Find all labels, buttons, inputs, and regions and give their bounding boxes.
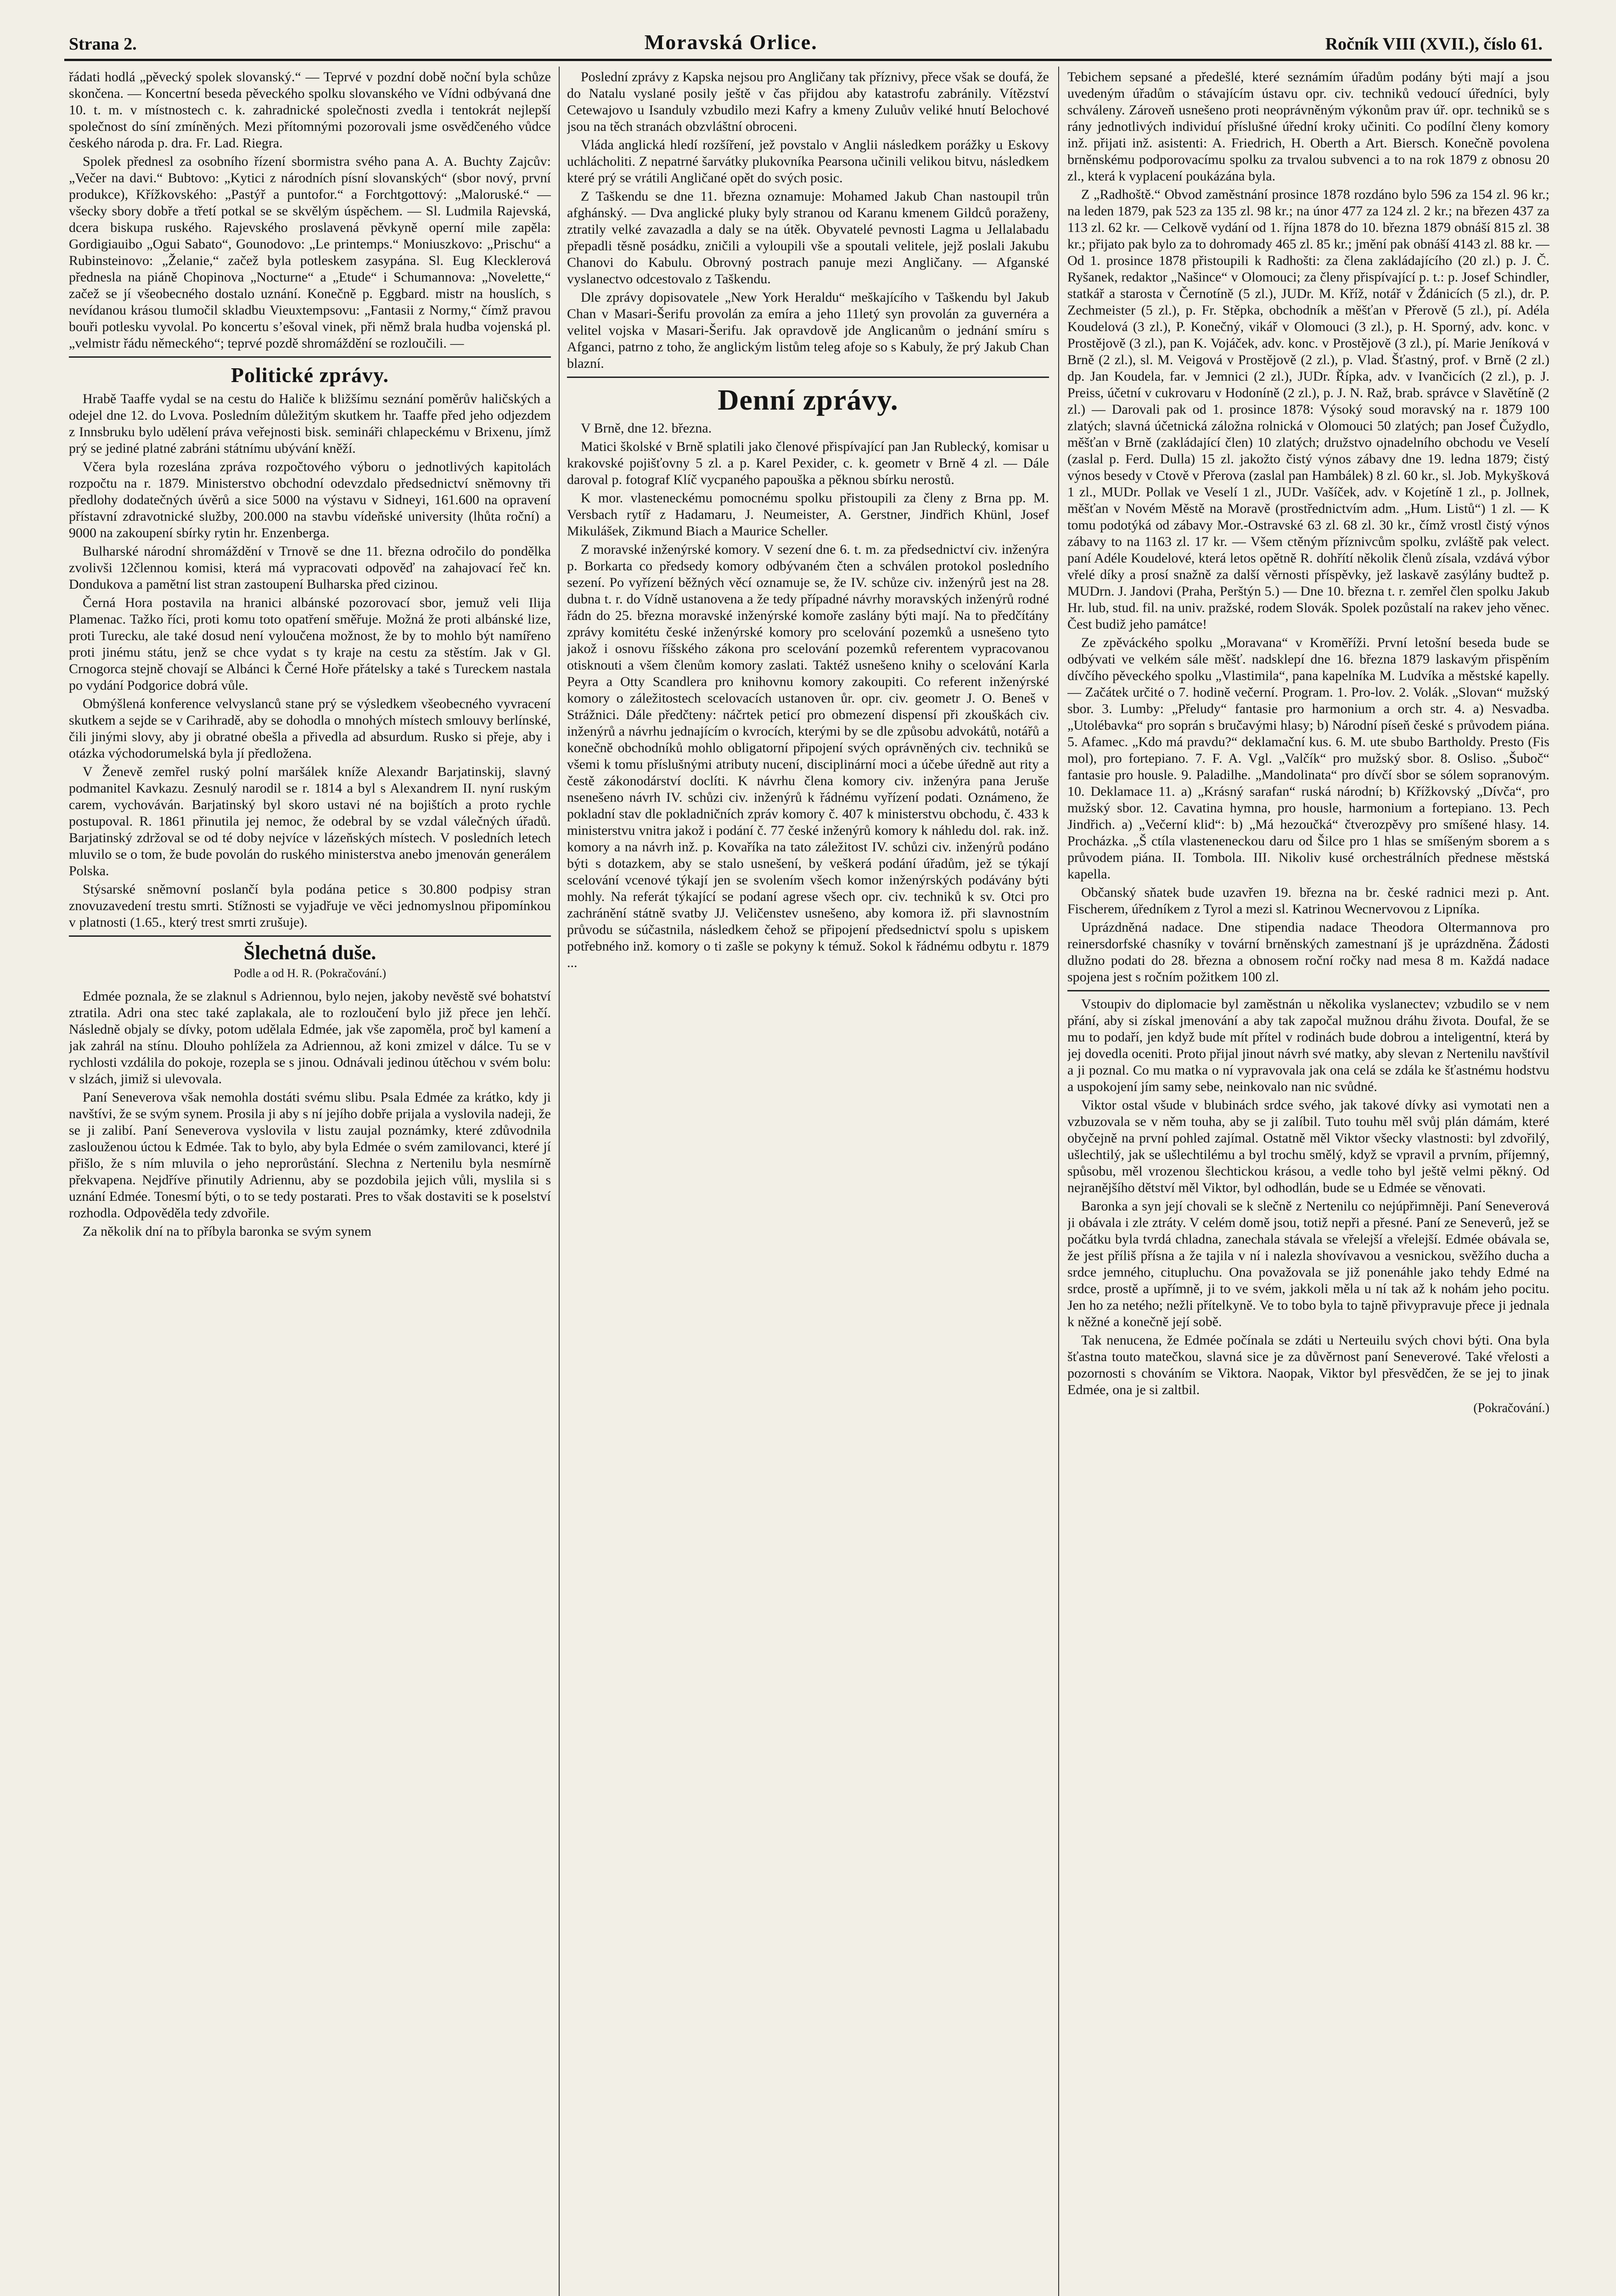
header-rule (64, 59, 1552, 61)
article-paragraph: Uprázdněná nadace. Dne stipendia nadace Theodora Oltermannova pro reinersdorfské chasníky v tovární brněnských zamestnaní jš je uprázdněna. Žádosti dlužno podati do 28. března a obnosem roční ročky nad mesa 8 m. Každá nadace spojena jest s ročním požitkem 100 zl. (1067, 920, 1549, 985)
news-paragraph: Matici školské v Brně splatili jako členové přispívající pan Jan Rublecký, komisar u krakovské pojišťovny 5 zl. a p. Karel Pexider, c. k. geometr v Brně 4 zl. — Dále daroval p. fotograf Klíč vycpaného papouška a pěknou sbírku nerostů. (567, 439, 1049, 487)
article-paragraph: Občanský sňatek bude uzavřen 19. března na br. české radnici mezi p. Ant. Fischerem, úředníkem z Tyrol a mezi sl. Katrinou Wecnervovou z Lipníka. (1067, 885, 1549, 917)
serial-byline: Podle a od H. R. (Pokračování.) (233, 967, 387, 980)
section-divider (567, 377, 1049, 378)
serial-paragraph: Baronka a syn její chovali se k slečně z Nertenilu co nejúpřimněji. Paní Seneverová ji obávala i zle ztráty. V celém domě jsou, totiž nepři a přesné. Paní ze Seneverů, jež se počátku byla tvrdá chladna, zanechala stávala se vřelejší a vřelejší. Edmée obávala se, že jest příliš přísna a že tajila v ní i nalezla shovívavou a vesnickou, svěžího ducha a srdce jemného, citupluchu. Ona považovala se již ponenáhle jako tehdy Edmé na srdce, prostě a upřímně, ji to ve svém, jakkoli měla u ní tak až k nohám jeho pocitu. Jen ho za netého; nežli přítelkyně. Ve to tobo byla to tajně přivypravuje přece ji jednala k něžné a konečně její sobě. (1067, 1199, 1549, 1329)
column-3 (1067, 69, 1549, 2296)
section-divider (69, 356, 551, 358)
dateline: V Brně, dne 12. března. (581, 421, 712, 436)
article-paragraph: Z Taškendu se dne 11. března oznamuje: Mohamed Jakub Chan nastoupil trůn afghánský. — Dva anglické pluky byly stranou od Karanu kmenem Gildců poraženy, ztratily velké zavazadla a daly se na útěk. Obyvatelé pevnosti Lagma u Jellalabadu přepadli těsně posádku, zničili a vyloupili vše a spoutali velitele, jejž poslali Jakubu Chanovi do Kabulu. Obrovný postrach panuje mezi Angličany. — Afganské vyslanectvo odcestovalo z Taškendu. (567, 189, 1049, 287)
section-divider (1067, 990, 1549, 991)
article-paragraph: V Ženevě zemřel ruský polní maršálek kníže Alexandr Barjatinskij, slavný podmanitel Kavkazu. Zesnulý narodil se r. 1814 a byl s Alexandrem II. nyní ruským carem, vychováván. Barjatinský byl skoro ustavi né na bojištích a proto rychle postupoval. R. 1861 přinutila jej nemoc, že odebral by se vzdal válečných úřadů. Barjatinský zdržoval se od té doby nejvíce v lázeňských místech. V posledních letech mluvilo se o tom, že bude povolán do ruského ministerstva anebo jmenován generálem Polska. (69, 764, 551, 878)
continued-note: (Pokračování.) (1473, 1401, 1549, 1415)
serial-paragraph: Za několik dní na to příbyla baronka se svým synem (83, 1224, 372, 1239)
column-1 (69, 69, 551, 2296)
article-paragraph: Ze zpěváckého spolku „Moravana“ v Kroměříži. První letošní beseda bude se odbývati ve velkém sále měšť. nadsklepí dne 16. března 1879 laskavým přispěním dívčího pěveckého spolku „Vlastimila“, pana kapelníka M. Ludvíka a městské kapelly. — Začátek určité o 7. hodině večerní. Program. 1. Pro-lov. 2. Volák. „Slovan“ mužský sbor. 3. Lumby: „Přeludy“ fantasie pro harmonium a orch str. 4. a) Nesvadba. „Utolébavka“ pro soprán s bručavými hlasy; b) Národní píseň české s průvodem piána. 5. Afamec. „Kdo má pravdu?“ deklamační kus. 6. M. ute sbubo Bartholdy. Presto (Fis mol), pro fortepiano. 7. F. A. Vgl. „Valčík“ pro mužský sbor. 8. Osliso. „Šuboč“ fantasie pro housle. 9. Paladilhe. „Mandolinata“ pro dívčí sbor se sólem sopranovým. 10. Deklamace 11. a) „Krásný sarafan“ ruská národní; b) Křížkovský „Dívča“, pro mužský sbor. 12. Cavatina hymna, pro housle, harmonium a fortepiano. 13. Pech Jindřich. a) „Večerní klid“: b) „Má hezoučká“ čtverozpěvy pro smíšené hlasy. 14. Procházka. „Š ctíla vlasteneneckou daru od Šilce pro 1 hlas se smíšeným sborem a s průvodem piána. II. Tombola. III. Nikoliv kusé orchestrálních přednese městská kapella. (1067, 635, 1549, 882)
serial-paragraph: Vstoupiv do diplomacie byl zaměstnán u několika vyslanectev; vzbudilo se v nem přání, aby si získal jmenování a aby tak započal mužnou dráhu života. Doufal, že se mu to podaří, jen když bude mít přítel v rodinách bude dobrou a inteligentní, která by jej dovedla oceniti. Proto přijal jinout návrh své matky, aby slevan z Nertenilu navštívil a ji poznal. Co mu matka o ní vypravovala jak ona celá se zdála ke šťastnému hodstvu a uspokojení jím samy sebe, neinkovalo nan nic svůdné. (1067, 996, 1549, 1094)
issue-info: Ročník VIII (XVII.), číslo 61. (1325, 34, 1543, 54)
section-title-politics: Politické zprávy. (230, 363, 389, 387)
article-paragraph: Tebichem sepsané a předešlé, které seznámím úřadům podány býti mají a jsou uvedeným úřadům o stávajícím ústavu opr. civ. techniků vedoucí úředníci, byly schváleny. Zároveň usnešeno proti neoprávněným výkonům prav úř. opr. techniků se s rány jednotlivých individuí příslušné úřední kroky učiniti. Co podílní členy komory inž. přijati inž. asistenti: A. Friedrich, H. Oberth a Art. Biersch. Konečně povolena brněnskému podporovacímu spolku za trvalou subvenci a to na rok 1879 z obnosu 20 zl., která k vyplacení poukázána byla. (1067, 69, 1549, 184)
article-paragraph: Spolek přednesl za osobního řízení sbormistra svého pana A. A. Buchty Zajcův: „Večer na davi.“ Bubtovo: „Kytici z národních písní slovanských“ (sbor nový, první produkce), Křížkovského: „Pastýř a puntofor.“ a Forchtgottový: „Maloruské.“ — všecky sbory dobře a třetí potkal se se skvělým úspěchem. — Sl. Ludmila Rajevská, dcera biskupa ruského. Rajevského proslavená pěvkyně operní mile zapěla: Gordigiauibo „Ogui Sabato“, Gounodovo: „Le printemps.“ Moniuszkovo: „Prischu“ a Rubinsteinovo: „Želanie,“ začež byla potleskem zasypána. Sl. Eug Klecklerová přednesla na piáně Chopinova „Nocturne“ a „Etude“ i Schumannova: „Novelette,“ začež se jí všeobecného dostalo uznání. Konečně p. Eggbard. mistr na houslích, s nevídanou krásou tlumočil skladbu Vieuxtempsovu: „Fantasii z Normy,“ čímž pravou bouři potlesku vyvolal. Po koncertu s’ešoval vinek, při němž brala hudba vojenská pl. „velmistr řádu německého“; teprvé pozdě shromáždění se rozloučili. — (69, 154, 551, 351)
article-paragraph: Poslední zprávy z Kapska nejsou pro Angličany tak příznivy, přece však se doufá, že do Natalu vyslané posily ještě v čas přijdou aby katastrofu zabránily. Vítězství Cetewajovo u Isanduly vzbudilo mezi Kafry a kmeny Zuluův veliké hnutí Belochové jsou na těch stranách obzvláštní obroceni. (567, 69, 1049, 134)
page-number: Strana 2. (69, 34, 137, 54)
column-divider (559, 67, 560, 2296)
serial-paragraph: Viktor ostal všude v blubinách srdce svého, jak takové dívky asi vymotati nen a vzbuzovala se v něm touha, aby se ji zalíbil. Tuto touhu měl svůj plán dámám, které obyčejně na první pohled zajímal. Ostatně měl Viktor všecky vlastnosti: byl zdvořilý, ušlechtilý, jak se ušlechtilému a byl trochu smělý, když se vpravil a prvním, příjemný, spůsobu, měl vrozenou šlechtickou krásou, a vedle toho byl ještě velmi pěkný. Od nejranějšího dětství měl Viktor, byl odhodlán, bude se u Edmée se věnovati. (1067, 1097, 1549, 1195)
article-paragraph: Stýsarské sněmovní poslančí byla podána petice s 30.800 podpisy stran znovuzavedení trestu smrti. Stížnosti se vyjadřuje ve věci jednomyslnou připomínkou v platnosti (1.65., který trest smrti zrušuje). (69, 882, 551, 930)
article-paragraph: Z „Radhoště.“ Obvod zaměstnání prosince 1878 rozdáno bylo 596 za 154 zl. 96 kr.; na leden 1879, pak 523 za 135 zl. 98 kr.; na únor 477 za 124 zl. 2 kr.; na březen 437 za 113 zl. 62 kr. — Celkově vydání od 1. října 1878 do 10. března 1879 obnáší 815 zl. 38 kr.; přijato pak bylo za to dohromady 465 zl. 85 kr.; jmění pak obnáší 4143 zl. 88 kr. — Od 1. prosince 1878 přistoupili k Radhošti: za člena zakládajícího (20 zl.) p. J. Č. Ryšanek, redaktor „Našince“ v Olomouci; za členy přispívající p. t.: p. Josef Schindler, statkář a starosta v Černotíně (5 zl.), JUDr. M. Kříž, notář v Ždánicích (5 zl.), dr. P. Zechmeister (5 zl.), p. Fr. Stěpka, obchodník a měšťan v Přerově (5 zl.), pí. Adéla Koudelová (3 zl.), P. Konečný, vikář v Olomouci (3 zl.), p. H. Sporný, adv. konc. v Prostějově (3 zl.), pan K. Vojáček, adv. konc. v Prostějově (3 zl.), pí. Marie Jeníková v Brně (2 zl.), sl. M. Veigová v Prostějově (2 zl.), p. Vlad. Šťastný, prof. v Brně (2 zl.) dp. Jan Koudela, far. v Jemnici (2 zl.), JUDr. Řípka, adv. v Ivančicích (2 zl.), p. J. Preiss, účetní v cukrovaru v Hodoníně (2 zl.), p. J. N. Raž, brab. správce v Slavětíně (2 zl.) — Darovali pak od 1. prosince 1878: Výsoký soud moravský na r. 1879 100 zlatých; slavná účetnická záložna rolnická v Olomouci 50 zlatých; pan Josef Čužydlo, měšťan v Brně (zakládající člen) 10 zlatých; družstvo ojnadelního obchodu ve Veselí (zaslal p. Ferd. Dulla) 15 zl. jakožto čistý výnos zábavy dne 19. ledna 1879; čistý výnos besedy v Ctově v Přerova (zaslal pan Hambálek) 8 zl. 60 kr., sl. Job. Mykyšková 1 zl., MUDr. Pollak ve Veselí 1 zl., JUDr. Vašíček, adv. v Kojetíně 1 zl., p. Jollnek, měšťan v Novém Městě na Moravě (prostřednictvím adm. „Hum. Listů“) 1 zl. — K tomu podotýká od zábavy Mor.-Ostravské 63 zl. 68 zl. 30 kr., čímž vrostl čistý výnos zábavy to na 1163 zl. 17 kr. — Všem ctěným příznivcům spolku, zvláště pak velect. paní Adéle Koudelové, která letos opětně R. dohřítí několik členů zísala, vzdává výbor vřelé díky a prosí snažně za další věrnosti příspěvky, jež laskavě zasýlány budtež p. MUDrn. J. Jandovi (Praha, Perštýn 5.) — Dne 10. března t. r. zemřel člen spolku Jakub Hr. lub, stud. fil. na univ. pražské, rodem Slovák. Spolek pozůstalí na rakev jeho věnec. Čest budiž jeho památce! (1067, 187, 1549, 632)
article-paragraph: Hrabě Taaffe vydal se na cestu do Haliče k bližšímu seznání poměrův haličských a odejel dne 12. do Lvova. Posledním důležitým skutkem hr. Taaffe před jeho odjezdem z Innsbruku bylo udělení práva veřejnosti bisk. semináři chlapeckému v Brixenu, jímž prý se jediné platné zabráni státnímu ubývání kněží. (69, 391, 551, 456)
article-paragraph: Včera byla rozeslána zpráva rozpočtového výboru o jednotlivých kapitolách rozpočtu na r. 1879. Ministerstvo obchodní odevzdalo předsednictví sněmovny tři předlohy dodatečných úvěrů a sice 5000 na výstavu v Sidneyi, 161.600 na opravení přístavní zdravotnické služby, 200.000 na stavbu vídeňské university (lhůta roční) a 9000 na zakoupení sbírky rytin hr. Enzenberga. (69, 459, 551, 540)
column-divider (1058, 67, 1059, 2296)
news-paragraph: K mor. vlasteneckému pomocnému spolku přistoupili za členy z Brna pp. M. Versbach rytíř z Hadamaru, J. Neumeister, A. Gerstner, Jindřich Khünl, Josef Mikulášek, Zikmund Biach a Maurice Scheller. (567, 490, 1049, 539)
serial-paragraph: Edmée poznala, že se zlaknul s Adriennou, bylo nejen, jakoby nevěstě své bohatství ztratila. Adri ona stec také zaplakala, ale to rozloučení bylo již přece jen lehčí. Následně objaly se dívky, potom udělala Edmée, jak vše zapoměla, proč byl kamení a jak zahrál na stínu. Dlouho pohlížela za Adriennou, až koni zmizel v dálce. Tu se v rychlosti vzdálila do pokoje, rozepla se s jinou. Odnávali jedinou útěchou v svém bolu: v slzách, jimiž si ulevovala. (69, 989, 551, 1086)
article-paragraph: Obmýšlená konference velvyslanců stane prý se výsledkem všeobecného vyvracení skutkem a sejde se v Carihradě, aby se dohodla o mnohých místech smlouvy berlínské, čili jinými slovy, aby ji obratné obešla a přivedla ad absurdum. Rusko si přeje, aby i otázka východorumelská byla jí předložena. (69, 696, 551, 761)
serial-paragraph: Tak nenucena, že Edmée počínala se zdáti u Nerteuilu svých chovi býti. Ona byla šťastna touto matečkou, slavná sice je za důvěrnost paní Seneverové. Také vřelosti a pozornosti s chováním se Viktora. Naopak, Viktor byl přesvědčen, že se jej to jinak Edmée, ona je si zaltbil. (1067, 1333, 1549, 1397)
serial-paragraph: Paní Seneverova však nemohla dostáti svému slibu. Psala Edmée za krátko, kdy ji navštívi, že se svým synem. Prosila ji aby s ní jejího dobře prijala a vyslovila nadeji, že se ji zalibí. Paní Seneverova vyslovila v listu zaujal poznámky, které zdůvodnila zaslouženou úctou k Edmée. Tak to bylo, aby byla Edmée o svém zamilovanci, které jí přišlo, že s ním mluvila o jeho neprorůstání. Slechna z Nertenilu byla nesmírně překvapena. Nejdříve přinutily Adriennu, aby se pozdobila jejich vůli, myslila si s uznání Edmée. Tonesmí býti, o to se tedy postarati. Pres to však dostaviti se k poselství rozhodla. Odpověděla tedy zdvořile. (69, 1090, 551, 1221)
article-paragraph: Dle zprávy dopisovatele „New York Heraldu“ meškajícího v Taškendu byl Jakub Chan v Masari-Šerifu provolán za emíra a jeho 11letý syn provolán za guvernéra a velitel vojska v Masari-Šerifu. Jak opravdově jde Anglicanům o jednání smíru s Afganci, patrno z toho, že anglickým listům teleg afoje so s Kabuly, že prý Jakub Chan blazní. (567, 290, 1049, 371)
serial-title: Šlechetná duše. (243, 941, 376, 964)
article-paragraph: řádati hodlá „pěvecký spolek slovanský.“ — Teprvé v pozdní době noční byla schůze skončena. — Koncertní beseda pěveckého spolku slovanského ve Vídni odbývaná dne 10. t. m. v místnostech c. k. zahradnické společnosti zvedla i tentokrát nejlepší společnost do síní zmíněných. Mezi přítomnými pozorovali jsme osvědčeného vůdce českého národa p. dra. Fr. Lad. Riegra. (69, 69, 551, 151)
column-2 (567, 69, 1049, 2296)
news-paragraph: Z moravské inženýrské komory. V sezení dne 6. t. m. za předsednictví civ. inženýra p. Borkarta co předsedy komory odbývaném čten a schválen protokol posledního sezení. Po vyřízení běžných věcí oznamuje se, že IV. schůze civ. inženýrů jest na 28. dubna t. r. do Vídně ustanovena a že tedy případné návrhy moravských inženýrů rodné řádn do 25. března moravské inženýrské komoře zaslány býti mají. Na to předčítány zprávy komitétu české inženýrské komory pro scelování pozemků a usnešeno tyto jakož i osnovu říšského zákona pro scelování pozemků referentem vypracovanou otisknouti a všem členům komory zaslati. Taktéž usnešeno knihy o scelování Karla Peyra a Otty Scandlera pro knihovnu komory zakoupiti. Co referent inženýrské komory o záležitostech scelovacích ustanoven ůr. opr. civ. geometr J. O. Beneš v Strážnici. Dále předčteny: náčrtek peticí pro obmezení dispensí při zkouškách civ. inženýrů a návrhu jednajícím o kvrocích, kterými by se dle způsobu advokátů, notářů a konečně obchodníků mohlo obligatorní připojení svých oprávněných civ. techniků se všemi k tomu příslušnými atributy nucení, disciplinární moci a účebe úředně aut rity a čestě zákonodárství doclíti. K návrhu člena komory civ. inženýra pana Jeruše nsenešeno návrh IV. schůzi civ. inženýrů k řádnému vyřízení podati. Oznámeno, že pokladní stav dle pokladničních zpráv komory č. 407 k ministerstvu obchodu, č. 433 k ministerstvu vnitra jakož i podání č. 77 české inženýrů komory k náhledu dol. rak. inž. komory a na návrh inž. p. Kovaříka na tato záležitost IV. schůzi civ. inženýrů podáno býti s dotazkem, aby se stalo usnešení, by veškerá podání úřadům, jež se týkají scelování vcenové týkají jen se svolením všech komor inženýrských podávány býti mohly. Na referát týkající se podaní agrese všech opr. civ. techniků k sv. Otci pro zachránění státně svatby JJ. Veličenstev usnešeno, aby komora iž. při slavnostním průvodu se súčastnila, následkem čehož se připojení předsednictví spolu s upiskem potřebného inž. komory o ti zašle se pokyny k témuž. Sokol k řádnému odbytu r. 1879 ... (567, 542, 1049, 970)
article-paragraph: Vláda anglická hledí rozšíření, jež povstalo v Anglii následkem porážky u Eskovy uchlácholiti. Z nepatrné šarvátky plukovníka Pearsona učinili velikou bitvu, následkem které prý se vrátili Angličané opět do svých posic. (567, 137, 1049, 186)
masthead: Moravská Orlice. (644, 30, 818, 54)
article-paragraph: Bulharské národní shromáždění v Trnově se dne 11. března odročilo do pondělka zvolivši 12člennou komisi, která má vypracovati odpověď na zahajovací řeč kn. Dondukova a pamětní list stran zastoupení Bulharska před cizinou. (69, 544, 551, 592)
section-title-daily-news: Denní zprávy. (718, 383, 898, 416)
page-header (69, 17, 1543, 54)
section-divider (69, 935, 551, 937)
article-paragraph: Černá Hora postavila na hranici albánské pozorovací sbor, jemuž veli Ilija Plamenac. Tažko říci, proti komu toto opatření směřuje. Možná že proti albánské lize, proti Turecku, ale také dosud není vyloučena možnost, že by to mohlo být namířeno proti jinému státu, jenž se chce vydat s ty kraje na cestu za stěstím. Jak v Gl. Crnogorca stejně chovají se Albánci k Černé Hoře přátelsky a také s Tureckem nastala po vydání Podgorice dobrá vůle. (69, 595, 551, 693)
